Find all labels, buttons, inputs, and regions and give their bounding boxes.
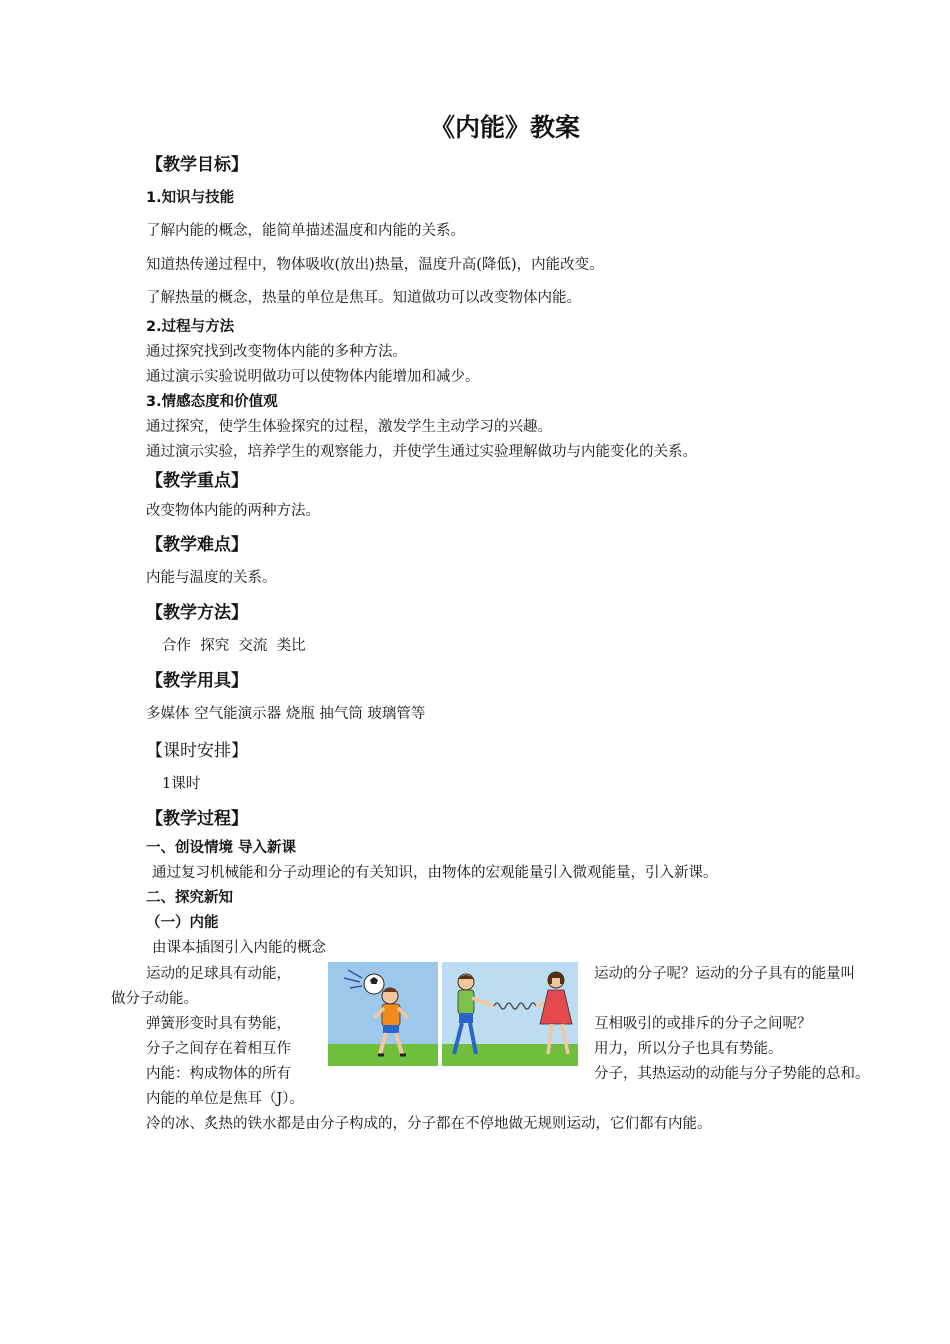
part2-heading: 二、探究新知	[146, 890, 233, 906]
paragraph: 分子，其热运动的动能与分子势能的总和。	[594, 1066, 870, 1082]
soccer-panel	[328, 962, 438, 1066]
paragraph: 内能的单位是焦耳（J）。	[146, 1091, 305, 1107]
energy-illustration	[328, 962, 578, 1066]
paragraph: 通过探究，使学生体验探究的过程，激发学生主动学习的兴趣。	[146, 419, 552, 435]
difficulty-text: 内能与温度的关系。	[146, 570, 277, 586]
intro-text: 由课本插图引入内能的概念	[152, 940, 326, 956]
paragraph: 互相吸引的或排斥的分子之间呢？	[594, 1016, 812, 1032]
paragraph: 了解热量的概念，热量的单位是焦耳。知道做功可以改变物体内能。	[146, 290, 581, 306]
paragraph: 分子之间存在着相互作	[146, 1041, 291, 1057]
paragraph: 运动的足球具有动能，	[146, 966, 291, 982]
process-section-heading: 【教学过程】	[146, 809, 248, 829]
part1-heading: 一、创设情境 导入新课	[146, 840, 297, 856]
subsection-heading: （一）内能	[146, 915, 219, 931]
paragraph: 通过演示实验，培养学生的观察能力，并使学生通过实验理解做功与内能变化的关系。	[146, 444, 697, 460]
key-point-text: 改变物体内能的两种方法。	[146, 503, 320, 519]
schedule-text: 1课时	[162, 776, 201, 792]
schedule-heading: 【课时安排】	[146, 741, 248, 761]
process-heading: 2.过程与方法	[146, 319, 235, 335]
paragraph: 了解内能的概念，能简单描述温度和内能的关系。	[146, 223, 465, 239]
tools-text: 多媒体 空气能演示器 烧瓶 抽气筒 玻璃管等	[146, 706, 426, 722]
paragraph: 内能：构成物体的所有	[146, 1066, 291, 1082]
paragraph: 通过演示实验说明做功可以使物体内能增加和减少。	[146, 369, 480, 385]
paragraph: 通过探究找到改变物体内能的多种方法。	[146, 344, 407, 360]
paragraph: 用力，所以分子也具有势能。	[594, 1041, 783, 1057]
paragraph: 弹簧形变时具有势能，	[146, 1016, 291, 1032]
paragraph: 做分子动能。	[111, 991, 198, 1007]
goals-heading: 【教学目标】	[146, 155, 248, 175]
page-title: 《内能》教案	[429, 113, 580, 142]
part1-text: 通过复习机械能和分子动理论的有关知识，由物体的宏观能量引入微观能量，引入新课。	[152, 865, 718, 881]
tools-heading: 【教学用具】	[146, 671, 248, 691]
key-point-heading: 【教学重点】	[146, 471, 248, 491]
knowledge-heading: 1.知识与技能	[146, 190, 235, 206]
paragraph: 运动的分子呢？运动的分子具有的能量叫	[594, 966, 855, 982]
paragraph: 知道热传递过程中，物体吸收(放出)热量，温度升高(降低)，内能改变。	[146, 257, 604, 273]
paragraph: 冷的冰、炙热的铁水都是由分子构成的，分子都在不停地做无规则运动，它们都有内能。	[146, 1116, 712, 1132]
spring-panel	[442, 962, 578, 1066]
method-heading: 【教学方法】	[146, 603, 248, 623]
difficulty-heading: 【教学难点】	[146, 535, 248, 555]
emotion-heading: 3.情感态度和价值观	[146, 394, 278, 410]
method-text: 合作 探究 交流 类比	[162, 638, 306, 654]
